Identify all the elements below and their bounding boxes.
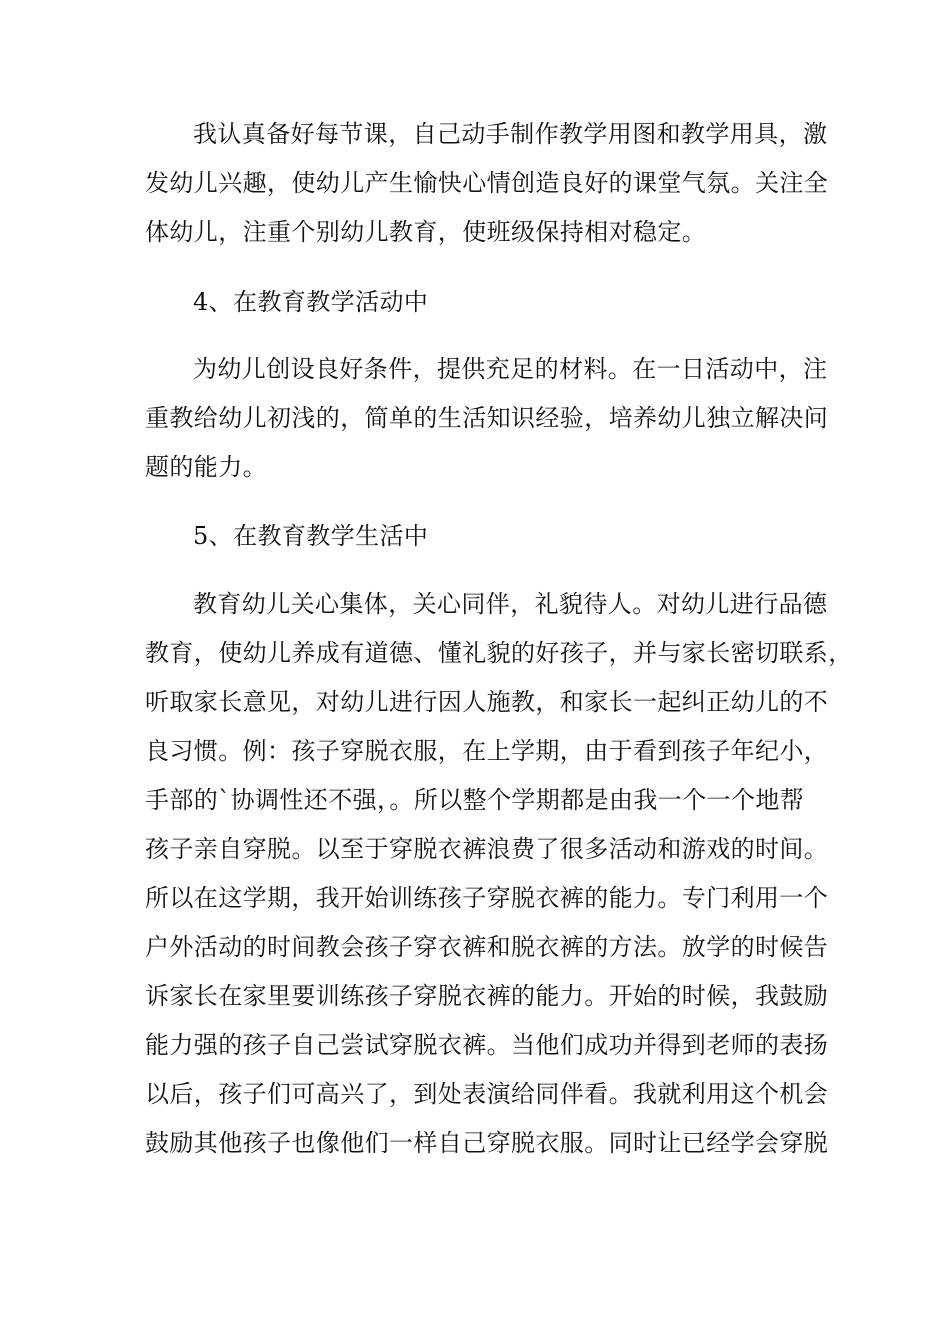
paragraph-line: 教育，使幼儿养成有道德、懂礼貌的好孩子，并与家长密切联系，	[145, 639, 853, 667]
paragraph-line: 诉家长在家里要训练孩子穿脱衣裤的能力。开始的时候，我鼓励	[145, 982, 829, 1010]
paragraph-line: 为幼儿创设良好条件，提供充足的材料。在一日活动中，注	[193, 355, 828, 383]
paragraph-line: 教育幼儿关心集体，关心同伴，礼貌待人。对幼儿进行品德	[193, 590, 828, 618]
paragraph-line: 听取家长意见，对幼儿进行因人施教，和家长一起纠正幼儿的不	[145, 688, 829, 716]
paragraph-line: 所以在这学期，我开始训练孩子穿脱衣裤的能力。专门利用一个	[145, 884, 829, 912]
paragraph-line: 重教给幼儿初浅的，简单的生活知识经验，培养幼儿独立解决问	[145, 404, 829, 432]
paragraph-line: 发幼儿兴趣，使幼儿产生愉快心情创造良好的课堂气氛。关注全	[145, 169, 829, 197]
paragraph-line: 题的能力。	[145, 453, 267, 481]
paragraph-1	[145, 110, 829, 257]
section-heading-text: 5、在教育教学生活中	[193, 522, 429, 550]
paragraph-line: 手部的`协调性还不强，。所以整个学期都是由我一个一个地帮	[145, 786, 805, 814]
paragraph-line: 我认真备好每节课，自己动手制作教学用图和教学用具，激	[193, 120, 828, 148]
section-heading-4	[145, 278, 810, 327]
paragraph-line: 良习惯。例：孩子穿脱衣服，在上学期，由于看到孩子年纪小，	[145, 737, 829, 765]
paragraph-line: 孩子亲自穿脱。以至于穿脱衣裤浪费了很多活动和游戏的时间。	[145, 835, 829, 863]
paragraph-3	[145, 580, 853, 1168]
section-heading-text: 4、在教育教学活动中	[193, 288, 429, 316]
paragraph-line: 户外活动的时间教会孩子穿衣裤和脱衣裤的方法。放学的时候告	[145, 933, 829, 961]
paragraph-line: 能力强的孩子自己尝试穿脱衣裤。当他们成功并得到老师的表扬	[145, 1031, 829, 1059]
paragraph-line: 鼓励其他孩子也像他们一样自己穿脱衣服。同时让已经学会穿脱	[145, 1129, 829, 1157]
section-heading-5	[145, 512, 810, 561]
paragraph-2	[145, 345, 829, 492]
paragraph-line: 以后，孩子们可高兴了，到处表演给同伴看。我就利用这个机会	[145, 1080, 829, 1108]
paragraph-line: 体幼儿，注重个别幼儿教育，使班级保持相对稳定。	[145, 218, 707, 246]
